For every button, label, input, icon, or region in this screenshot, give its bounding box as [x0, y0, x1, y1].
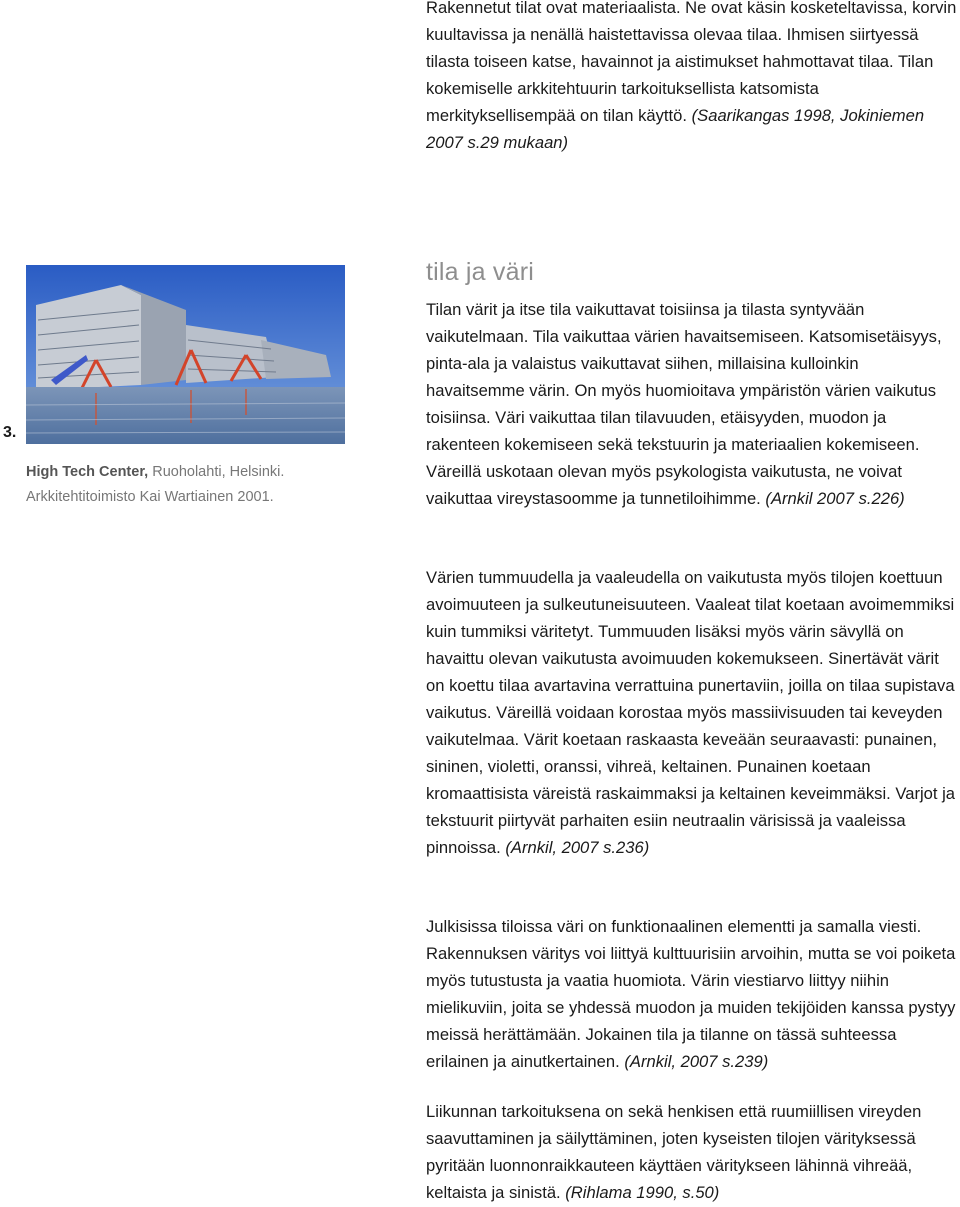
- figure-number: 3.: [3, 424, 17, 441]
- figure-caption: [26, 460, 284, 510]
- caption-location: Ruoholahti, Helsinki.: [152, 464, 285, 480]
- paragraph-1-citation: (Arnkil 2007 s.226): [765, 489, 905, 508]
- paragraph-2-citation: (Arnkil, 2007 s.236): [505, 838, 650, 857]
- caption-title: High Tech Center,: [26, 464, 149, 480]
- paragraph-2-text: Värien tummuudella ja vaaleudella on vaikutusta myös tilojen koettuun avoimuuteen ja sulkeutuneisuuteen. Vaaleat tilat koetaan avoimemmiksi kuin tummiksi väritetyt. Tummuuden lisäksi myös värin sävyllä on havaittu olevan vaikutusta avoimuuden kokemukseen. Sinertävät värit on koettu tilaa avartavina verrattuina punertaviin, joilla on tilaa supistava vaikutus. Väreillä voidaan korostaa myös massiivisuuden tai keveyden vaikutelmaa. Värit koetaan raskaasta keveään seuraavasti: punainen, sininen, violetti, oranssi, vihreä, keltainen. Punainen koetaan kromaattisista väreistä raskaimmaksi ja keltainen keveimmäksi. Varjot ja tekstuurit piirtyvät parhaiten esiin neutraalin värisissä ja vaaleissa pinnoissa.: [426, 568, 956, 857]
- paragraph-4: [426, 1098, 960, 1206]
- intro-citation: (Saarikangas 1998, Jokiniemen 2007 s.29 mukaan): [426, 106, 925, 152]
- paragraph-1-text: Tilan värit ja itse tila vaikuttavat toisiinsa ja tilasta syntyvään vaikutelmaan. Tila vaikuttaa värien havaitsemiseen. Katsomisetäisyys, pinta-ala ja valaistus vaikuttavat siihen, millaisina kulloinkin havaitsemme värin. On myös huomioitava ympäristön värien vaikutus toisiinsa. Väri vaikuttaa tilan tilavuuden, etäisyyden, muodon ja rakenteen kokemiseen sekä tekstuurin ja materiaalien kokemiseen. Väreillä uskotaan olevan myös psykologista vaikutusta, ne voivat vaikuttaa vireystasoomme ja tunnetiloihimme.: [426, 300, 942, 508]
- caption-architect: Arkkitehtitoimisto Kai Wartiainen 2001.: [26, 489, 274, 505]
- intro-text: Rakennetut tilat ovat materiaalista. Ne ovat käsin kosketeltavissa, korvin kuultavissa ja nenällä haistettavissa olevaa tilaa. Ihmisen siirtyessä tilasta toiseen katse, havainnot ja aistimukset hahmottavat tilaa. Tilan kokemiselle arkkitehtuurin tarkoituksellista katsomista merkityksellisempää on tilan käyttö.: [426, 0, 957, 125]
- paragraph-3-citation: (Arnkil, 2007 s.239): [624, 1052, 769, 1071]
- paragraph-3-text: Julkisissa tiloissa väri on funktionaalinen elementti ja samalla viesti. Rakennuksen väritys voi liittyä kulttuurisiin arvoihin, mutta se voi poiketa myös tutustusta ja vaatia huomiota. Värin viestiarvo liittyy niihin mielikuviin, joita se yhdessä muodon ja muiden tekijöiden kanssa pystyy meissä herättämään. Jokainen tila ja tilanne on tässä suhteessa erilainen ja ainutkertainen.: [426, 917, 956, 1071]
- paragraph-4-citation: (Rihlama 1990, s.50): [565, 1183, 720, 1202]
- paragraph-1: [426, 296, 960, 512]
- paragraph-2: [426, 564, 960, 861]
- paragraph-3: [426, 913, 960, 1075]
- intro-paragraph: [426, 0, 960, 156]
- section-heading: tila ja väri: [426, 258, 534, 286]
- paragraph-4-text: Liikunnan tarkoituksena on sekä henkisen että ruumiillisen vireyden saavuttaminen ja säilyttäminen, joten kyseisten tilojen värityksessä pyritään luonnonraikkauteen käyttäen väritykseen lähinnä vihreää, keltaista ja sinistä.: [426, 1102, 922, 1202]
- building-photo: [26, 265, 345, 444]
